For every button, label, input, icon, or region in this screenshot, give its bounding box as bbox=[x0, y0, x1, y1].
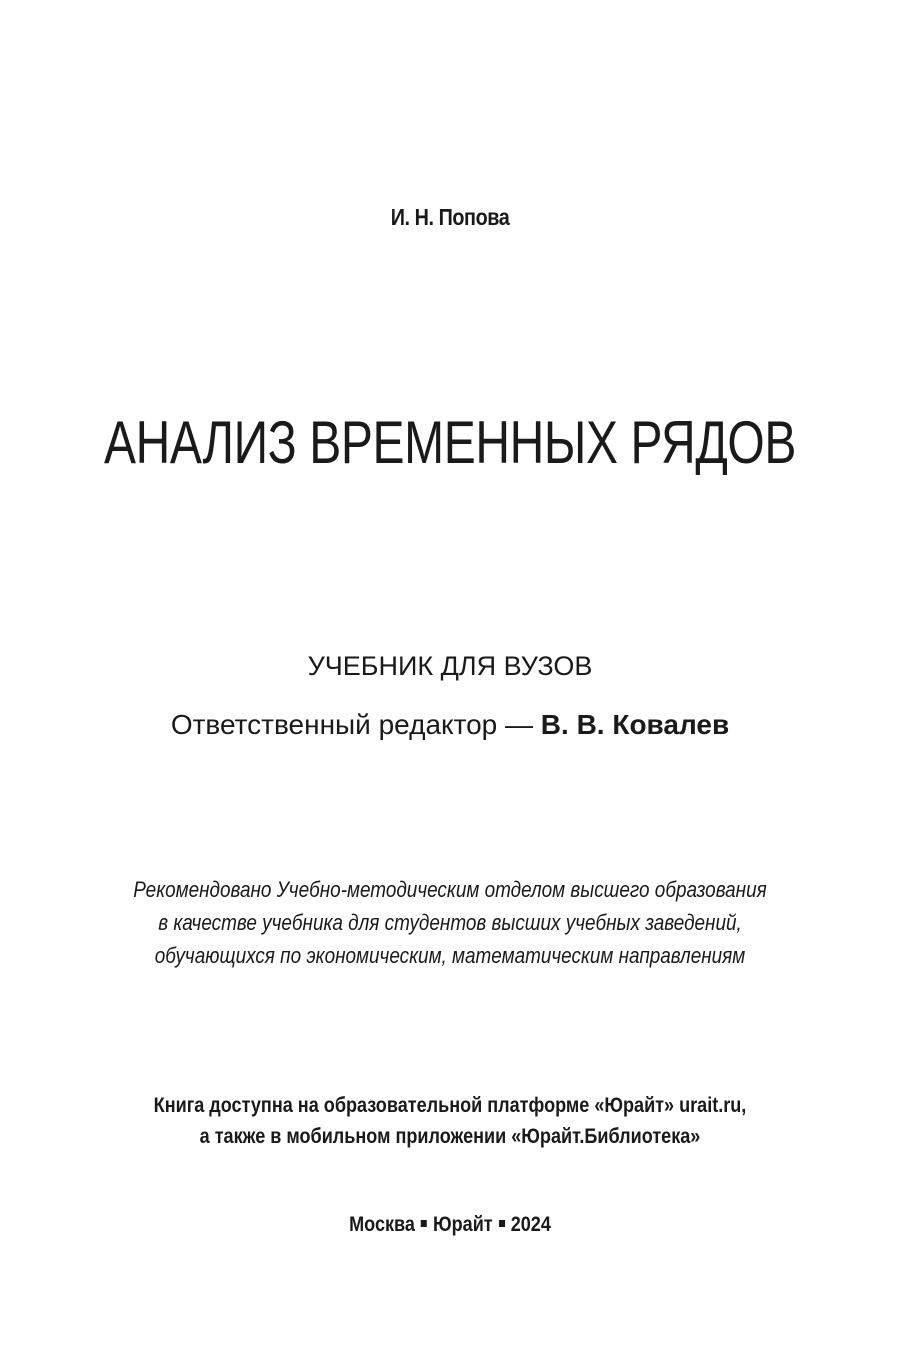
separator-square-icon bbox=[421, 1220, 427, 1227]
editor-line bbox=[0, 709, 900, 741]
author-name: И. Н. Попова bbox=[390, 204, 510, 230]
imprint-publisher: Юрайт bbox=[433, 1213, 493, 1236]
recommendation-line: в качестве учебника для студентов высших учебных заведений, bbox=[158, 910, 742, 935]
editor-label: Ответственный редактор — bbox=[170, 709, 541, 740]
imprint-city: Москва bbox=[349, 1213, 415, 1236]
platform-note bbox=[63, 1090, 837, 1152]
separator-square-icon bbox=[499, 1220, 505, 1227]
recommendation-text bbox=[63, 873, 837, 972]
book-title: АНАЛИЗ ВРЕМЕННЫХ РЯДОВ bbox=[104, 409, 796, 476]
editor-name: В. В. Ковалев bbox=[540, 709, 730, 740]
book-subtitle: УЧЕБНИК ДЛЯ ВУЗОВ bbox=[307, 651, 593, 681]
imprint-year: 2024 bbox=[510, 1213, 551, 1236]
platform-note-line: а также в мобильном приложении «Юрайт.Библиотека» bbox=[199, 1125, 701, 1148]
platform-note-line: Книга доступна на образовательной платформе «Юрайт» urait.ru, bbox=[153, 1094, 747, 1117]
recommendation-line: Рекомендовано Учебно-методическим отделом высшего образования bbox=[133, 877, 767, 902]
recommendation-line: обучающихся по экономическим, математическим направлениям bbox=[154, 943, 746, 968]
imprint bbox=[63, 1213, 837, 1237]
